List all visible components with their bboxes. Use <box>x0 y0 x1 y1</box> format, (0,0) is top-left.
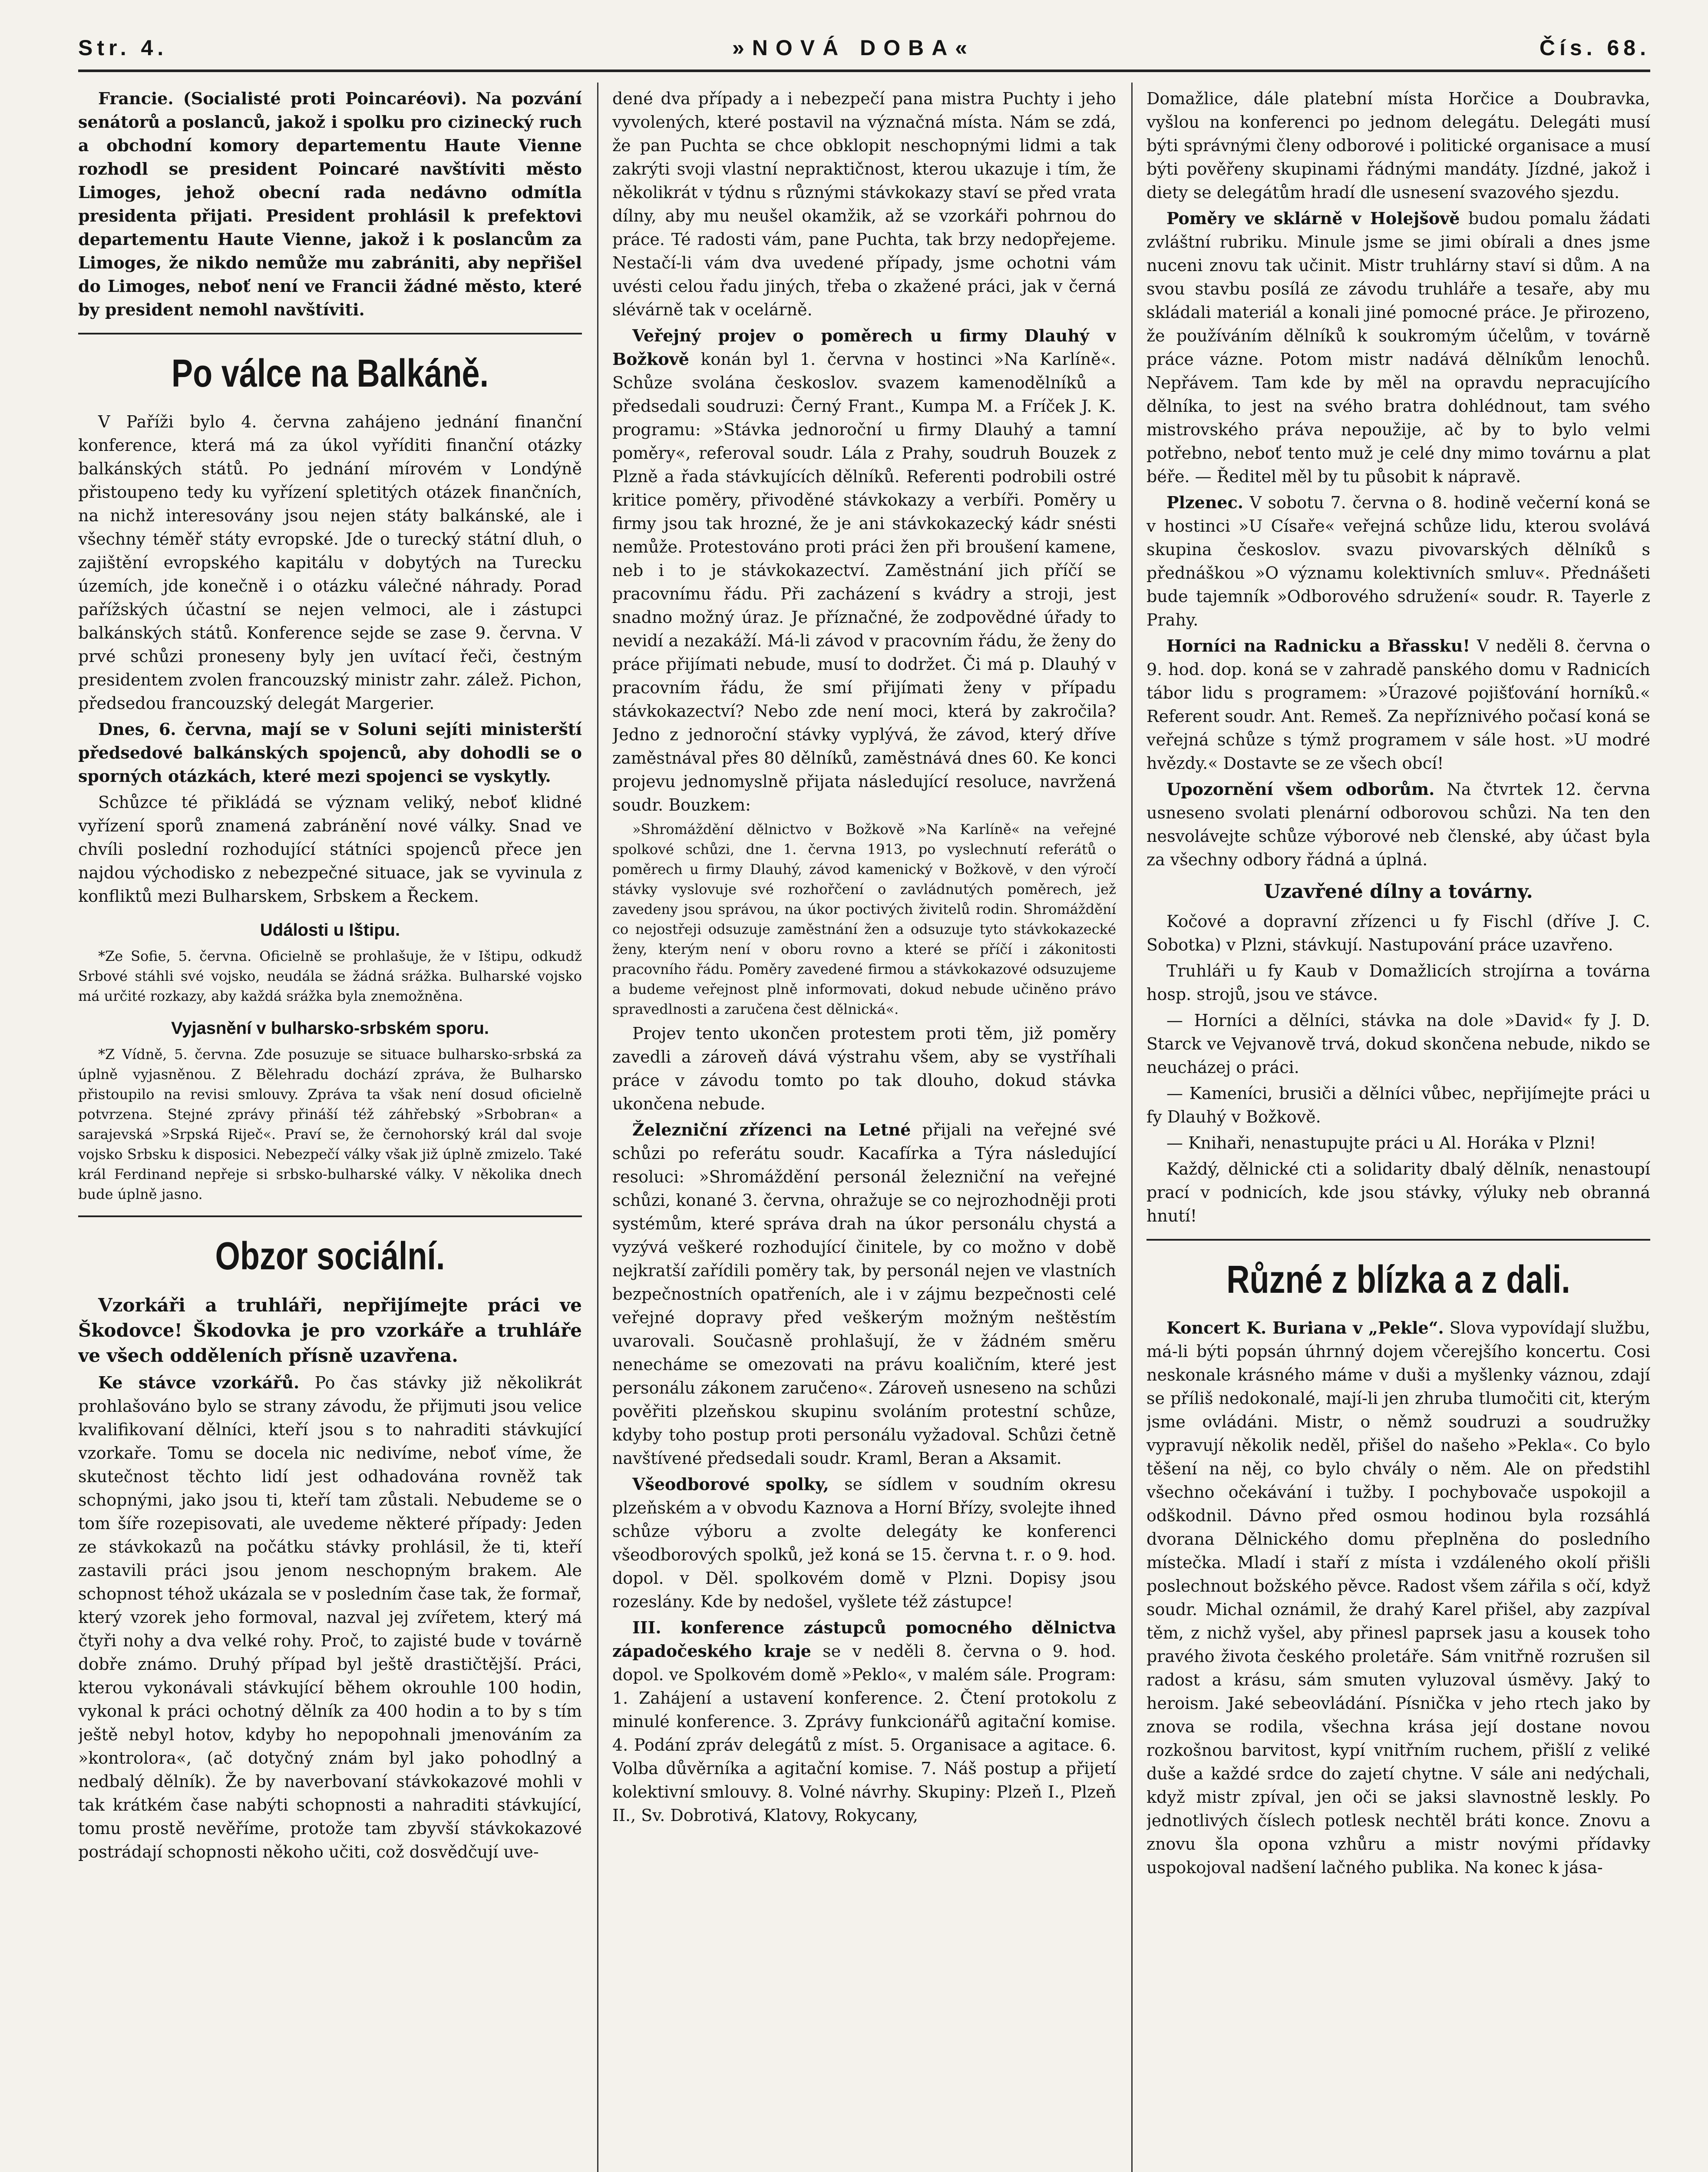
article-title: Poměry ve sklárně v Holejšově <box>1166 209 1460 228</box>
warning-notice: Vzorkáři a truhláři, nepřijímejte práci ve Škodovce! Škodovka je pro vzorkáře a truhláře ve všech odděleních přísně uzavřena. <box>78 1295 582 1366</box>
article-title: Ke stávce vzorkářů. <box>98 1373 300 1392</box>
article-plzenec <box>1146 491 1650 632</box>
article-title: Francie. (Socialisté proti Poincaréovi). <box>98 89 467 108</box>
newspaper-page <box>78 26 1650 2172</box>
article-body: Na čtvrtek 12. června usneseno svolati plenární odborovou schůzi. Na ten den nesvolávejte schůze výborové neb členské, aby účast byla za všechny odbory řádná a úplná. <box>1146 780 1650 869</box>
section-heading-near: Různé z blízka a z dali. <box>1226 1258 1570 1301</box>
page-number: Str. 4. <box>78 36 168 60</box>
column-2 <box>612 87 1116 2172</box>
article-strike <box>78 1371 582 1864</box>
closed-item: Truhláři u fy Kaub v Domažlicích strojírna a továrna hosp. strojů, jsou ve stávce. <box>1146 961 1650 1004</box>
closed-item: Každý, dělnické cti a solidarity dbalý dělník, nenastoupí prací v podnicích, kde jsou stávky, výluky neb obranná hnutí! <box>1146 1159 1650 1225</box>
article-body: přijali na veřejné své schůzi po referátu soudr. Kacafírka a Týra následující resoluci: »Shromáždění personál železniční na veřejné schůzi, konané 3. června, ohražuje se co nejrozhodněji proti systémům, které správa drah na úkor personálu chystá a vyzývá veškeré rozhodující činitele, by co možno v době nejkratší zařídili poměry tak, by personál nejen ve vlastních bezpečnostních opatřeních, ale i v zájmu bezpečnosti celé veřejné dopravy před veškerým možným neštěstím uvarovali. Současně prohlašují, že v žádném směru nenecháme se omezovati na právu koaličním, které jest personálu zákonem zaručeno«. Zároveň usneseno na schůzi pověřiti plzeňskou skupinu svoláním protestní schůze, kdyby toho postup proti personálu vyžadoval. Schůzi četně navštívené předsedali soudr. Kraml, Beran a Aksamit. <box>612 1120 1116 1468</box>
article-body: Po čas stávky již několikrát prohlašováno bylo se strany závodu, že přijmuti jsou velice kvalifikovaní dělníci, kteří jsou s to nahraditi stávkující vzorkaře. Tomu se docela nic nedivíme, neboť víme, že skutečnost těchto lidí jest odhadována rovněž tak schopnými, jako jsou ti, kteří tam zůstali. Nebudeme se o tom šíře rozepisovati, ale uvedeme některé případy: Jeden ze stávkokazů na počátku stávky prohlásil, že ti, kteří zastavili práci jsou jenom neschopným brakem. Ale schopnost téhož ukázala se v posledním čase tak, že formař, který vzorek jeho formoval, nazval jej zvířetem, který má čtyři nohy a dva velké rohy. Proč, to zajisté bude v továrně dobře známo. Druhý případ byl ještě drastičtější. Práci, kterou vykonávali stávkující během okrouhle 100 hodin, vykonal k práci ochotný dělník za 400 hodin a to by s tím ještě nebyl hotov, kdyby ho nepopohnali jmenováním za »kontrolora«, (ač dotyčný znám byl jako pohodlný a nedbalý dělník). Že by naverbovaní stávkokazové mohli v tak krátkém čase nabýti schopnosti a nahraditi stávkující, tomu prostě nevěříme, protože tam zbyvší stávkokazové postrádají schopnosti někoho učiti, což dosvědčují uve- <box>78 1373 582 1861</box>
article-title: Všeodborové spolky, <box>632 1474 829 1494</box>
subheading-closed: Uzavřené dílny a továrny. <box>1264 881 1533 903</box>
article-body: budou pomalu žádati zvláštní rubriku. Minule jsme se jimi obírali a dnes jsme nuceni znovu tak učinit. Mistr truhlárny staví si dům. A na svou stavbu posílá ze závodu truhláře a tesaře, aby mu skládali materiál a konali jiné pomocné práce. Je přirozeno, že používáním dělníků k soukromým účelům, v továrně práce vázne. Potom mistr nadává dělníkům lenochů. Nepřávem. Tam kde by měl na opravdu nepracujícího dělníka, to jest na svého bratra dohlédnout, tam svého mistrovského práva nepoužije, ač by to bylo velmi potřebno, neboť tento muž je celé dny mimo továrnu a plat béře. — Ředitel měl by tu působit k nápravě. <box>1146 209 1650 486</box>
subheading-events: Události u Ištipu. <box>260 920 400 940</box>
article-unions <box>612 1473 1116 1613</box>
article-title: Veřejný projev o poměrech u firmy Dlauhý v Božkově <box>612 326 1116 369</box>
article-title: Koncert K. Buriana v „Pekle“. <box>1166 1318 1444 1338</box>
article-title: Železniční zřízenci na Letné <box>632 1120 911 1139</box>
subheading-explain: Vyjasnění v bulharsko-srbském sporu. <box>171 1019 489 1038</box>
paragraph: V Paříži bylo 4. června zahájeno jednání finanční konference, která má za úkol vyříditi finanční otázky balkánských států. Po jednání mírovém v Londýně přistoupeno tedy ku vyřízení spletitých otázek finančních, na nichž interesovány jsou nejen státy balkánské, ale i všechny téměř státy evropské. Jde o turecký státní dluh, o zajištění evropského kapitálu v dobytých na Turecku územích, jde konečně i o otázku válečné náhrady. Porad pařížských účastní se nejen velmoci, ale i zástupci balkánských států. Konference sejde se zase 9. června. V prvé schůzi proneseny byly jen uvítací řeči, čestným presidentem zvolen francouzský ministr zahr. zálež. Pichon, předsedou francouzský delegát Margerier. <box>78 412 582 713</box>
article-title: III. konference zástupců pomocného dělnictva západočeského kraje <box>612 1618 1116 1661</box>
article-body: V sobotu 7. června o 8. hodině večerní koná se v hostinci »U Císaře« veřejná schůze lidu, kterou svolává skupina českoslov. svazu pivovarských dělníků s přednáškou »O významu kolektivních smluv«. Přednášeti bude tajemník »Odborového sdružení« soudr. R. Tayerle z Prahy. <box>1146 493 1650 629</box>
issue-number: Čís. 68. <box>1539 36 1650 60</box>
article-conference <box>612 1616 1116 1827</box>
article-body: se v neděli 8. června o 9. hod. dopol. ve Spolkovém domě »Peklo«, v malém sále. Program: 1. Zahájení a ustavení konference. 2. Čtení protokolu z minulé konference. 3. Zprávy funkcionářů agitační komise. 4. Podání zpráv delegátů z míst. 5. Organisace a agitace. 6. Volba důvěrníka a agitační komise. 7. Náš postup a přijetí kolektivní smlouvy. 8. Volné návrhy. Skupiny: Plzeň I., Plzeň II., Sv. Dobrotivá, Klatovy, Rokycany, <box>612 1642 1116 1825</box>
closed-item: — Knihaři, nenastupujte práci u Al. Horáka v Plzni! <box>1166 1133 1596 1152</box>
paragraph: Domažlice, dále platební místa Horčice a Doubravka, vyšlou na konferenci po jednom delegátu. Delegáti musí býti správnými členy odborové i politické organisace a musí býti pověřeny skupinami řádnými mandáty. Jízdné, jakož i diety se delegátům hradí dle usnesení svazového sjezdu. <box>1146 89 1650 202</box>
article-rail <box>612 1118 1116 1470</box>
closed-item: Kočové a dopravní zřízenci u fy Fischl (dříve J. C. Sobotka) v Plzni, stávkují. Nastupování práce uzavřeno. <box>1146 912 1650 954</box>
article-body: Na pozvání senátorů a poslanců, jakož i spolku pro cizinecký ruch a obchodní komory departementu Haute Vienne rozhodl se president Poincaré navštíviti město Limoges, jehož obecní rada nedávno odmítla presidenta přijati. President prohlásil k prefektovi departementu Haute Vienne, jakož i k poslancům za Limoges, že nikdo nemůže mu zabrániti, aby nepřišel do Limoges, neboť není ve Francii žádné město, které by president nemohl navštíviti. <box>78 89 582 319</box>
closed-item: — Horníci a dělníci, stávka na dole »David« fy J. D. Starck ve Vejvanově trvá, dokud skončena nebude, nikdo se neucházej o práci. <box>1146 1011 1650 1077</box>
column-divider <box>1131 83 1133 2172</box>
section-divider <box>78 333 582 334</box>
paragraph: Schůzce té přikládá se význam veliký, neboť klidné vyřízení sporů znamená zabránění nové války. Snad ve chvíli poslední rozhodující státníci spojenců přece jen najdou východisko z nebezpečné situace, jak se vyvinula z konfliktů mezi Bulharskem, Srbskem a Řeckem. <box>78 793 582 906</box>
section-divider <box>1146 1239 1650 1241</box>
article-glass <box>1146 207 1650 488</box>
column-3 <box>1146 87 1650 2172</box>
article-title: Horníci na Radnicku a Břassku! <box>1166 636 1470 656</box>
paragraph-highlight: Dnes, 6. června, mají se v Soluni sejíti ministerští předsedové balkánských spojenců, aby dohodli se o sporných otázkách, které mezi spojenci se vyskytly. <box>78 719 582 786</box>
paragraph: *Z Vídně, 5. června. Zde posuzuje se situace bulharsko-srbská za úplně vyjasněnou. Z Bělehradu dochází zpráva, že Bulharsko přistoupilo na revisi smlouvy. Zpráva ta však není dosud oficielně potvrzena. Stejné zprávy přináší též záhřebský »Srbobran« a sarajevská »Srpská Riječ«. Praví se, že černohorský král dal svoje vojsko Srbsku k disposici. Nebezpečí války však již úplně zmizelo. Také král Ferdinand nepřeje si srbsko-bulharské války. V několika dnech bude úplně jasno. <box>78 1046 582 1202</box>
column-1 <box>78 87 582 2172</box>
article-body: V neděli 8. června o 9. hod. dop. koná se v zahradě panského domu v Radnicích tábor lidu s programem: »Úrazové pojišťování horníků.« Referent soudr. Ant. Remeš. Za nepříznivého počasí koná se veřejná schůze s týmž programem v sále host. »U modré hvězdy.« Dostavte se ze všech obcí! <box>1146 636 1650 773</box>
article-title: Upozornění všem odborům. <box>1166 779 1435 799</box>
section-heading-social: Obzor sociální. <box>215 1235 445 1278</box>
article-miners <box>1146 634 1650 775</box>
article-meeting <box>612 324 1116 817</box>
article-body: konán byl 1. června v hostinci »Na Karlíně«. Schůze svolána českoslov. svazem kamenodělníků a předsedali soudruzi: Černý Frant., Kumpa M. a Fríček J. K. programu: »Stávka jednoroční u firmy Dlauhý a tamní poměry«, referoval soudr. Lála z Prahy, soudruh Bouzek z Plzně a řada stávkujících dělníků. Referenti podrobili ostré kritice poměry, přivoděné stávkokazy a verbíři. Poměry u firmy jsou tak hrozné, že je ani stávkokazecký kádr snésti nemůže. Protestováno proti práci žen při broušení kamene, neb i to je stávkokazectví. Zaměstnání jich příčí se pracovnímu řádu. Při zacházení s kvádry a stroji, jest snadno možný úraz. Je příznačné, že zodpovědné úřady to nevidí a nezakáží. Má-li závod v pracovním řádu, že ženy do práce přijímati nebude, musí to dodržet. Či má p. Dlauhý v pracovním řádu, že smí přijímati ženy v případu stávkokazectví? Nebo zde není moci, která by zakročila? Jedno z jednoroční stávky vyplývá, že závod, který dříve zaměstnával přes 80 dělníků, zaměstnává dnes 60. Ke konci projevu jednomyslně přijata následující resoluce, navržená soudr. Bouzkem: <box>612 350 1116 814</box>
column-divider <box>597 83 598 2172</box>
paragraph: Projev tento ukončen protestem proti těm, již poměry zavedli a zároveň dává výstrahu všem, aby se vystříhali práce v závodu tomto po tak dlouho, dokud stávka ukončena nebude. <box>612 1024 1116 1113</box>
section-heading-balkan: Po válce na Balkáně. <box>171 352 489 395</box>
paragraph: dené dva případy a i nebezpečí pana mistra Puchty i jeho vyvolených, které postavil na význačná místa. Nám se zdá, že pan Puchta se chce obklopit neschopnými lidmi a tak zakrýti svoji vlastní nepraktičnost, kterou ukazuje i tím, že několikrát v týdnu s různými stávkokazy staví se před vrata dílny, aby mu neušel okamžik, až se vzorkáři pohrnou do práce. Té radosti vám, pane Puchta, tak brzy nedopřejeme. Nestačí-li vám dva uvedené případy, jsme ochotni vám uvésti celou řadu jiných, třeba o zkažené práci, jak v černá slévárně tak v ocelárně. <box>612 89 1116 319</box>
closed-item: — Kameníci, brusiči a dělníci vůbec, nepřijímejte práci u fy Dlauhý v Božkově. <box>1146 1084 1650 1126</box>
article-notice <box>1146 778 1650 871</box>
section-divider <box>78 1215 582 1217</box>
article-concert <box>1146 1316 1650 1879</box>
article-body: Slova vypovídají službu, má-li býti popsán úhrnný dojem včerejšího koncertu. Cosi neskonale krásného máme v duši a myšlenky váznou, zdají se příliš nedokonalé, mají-li jen zhruba tlumočiti cit, kterým jsme ovládáni. Mistr, o němž soudruzi a soudružky vypravují několik neděl, přišel do našeho »Pekla«. Co bylo těšení na něj, co bylo chvály o něm. Ale on předstihl všechno očekávání i tužby. I pochybovače uspokojil a odškodnil. Dávno před osmou hodinou byla rozsáhlá dvorana Dělnického domu přeplněna do posledního místečka. Mladí i staří z místa i vzdáleného okolí přišli poslechnout božského pěvce. Radost všem zářila s očí, když soudr. Michal oznámil, že drahý Karel přišel, aby zazpíval těm, z nichž vyšel, aby přinesl paprsek jasu a kousek toho pravého života českého proletáře. Sám vnitřně rozrušen sil radost a krásu, sám smuten vyluzoval úsměvy. Jaký to heroism. Jaké sebeovládání. Písnička v jeho rtech jako by znova se rodila, všechna krása její dostane novou rozkošnou barvitost, kypí vnitřním ruchem, přišlí z veliké duše a každé srdce do zajetí chytne. V sále ani nedýchali, když mistr zpíval, jen oči se jaksi slavnostně leskly. Po jednotlivých číslech potlesk nechtěl bráti konce. Znovu a znovu šla opona vzhůru a mistr novými přídavky uspokojoval nadšení lačného publika. Na konec k jása- <box>1146 1318 1650 1877</box>
article-body: se sídlem v soudním okresu plzeňském a v obvodu Kaznova a Horní Břízy, svolejte ihned schůze výboru a zvolte delegáty ke konferenci všeodborových spolků, jež koná se 15. června t. r. o 9. hod. dopol. v Děl. spolkovém domě v Plzni. Dopisy jsou rozeslány. Kde by nedošel, vyšlete též zástupce! <box>612 1475 1116 1611</box>
article-france <box>78 87 582 321</box>
page-header <box>78 26 1650 72</box>
paragraph: *Ze Sofie, 5. června. Oficielně se prohlašuje, že v Ištipu, odkudž Srbové stáhli své vojsko, neudála se žádná srážka. Bulharské vojsko má určité rozkazy, aby každá srážka byla znemožněna. <box>78 948 582 1004</box>
resolution-text: »Shromáždění dělnictvo v Božkově »Na Karlíně« na veřejné spolkové schůzi, dne 1. června 1913, po vyslechnutí referátů o poměrech u firmy Dlauhý, závod kamenický v Božkově, v den výročí stávky vyslovuje své rozhořčení o zavládnutých poměrech, jež zavedeny jsou správou, na úkor poctivých živitelů rodin. Shromáždění co nejostřeji odsuzuje zaměstnání žen a odsuzuje tyto stávkokazecké ženy, kterým není v oboru rovno a které se příčí i zákonitosti pracovního řádu. Poměry zavedené firmou a stávkokazové odsuzujeme a budeme veřejnost plně informovati, dokud nebude učiněno právo spravedlnosti a zaručena čest dělnická«. <box>612 821 1116 1017</box>
article-title: Plzenec. <box>1166 493 1243 512</box>
masthead: »NOVÁ DOBA« <box>732 36 975 60</box>
